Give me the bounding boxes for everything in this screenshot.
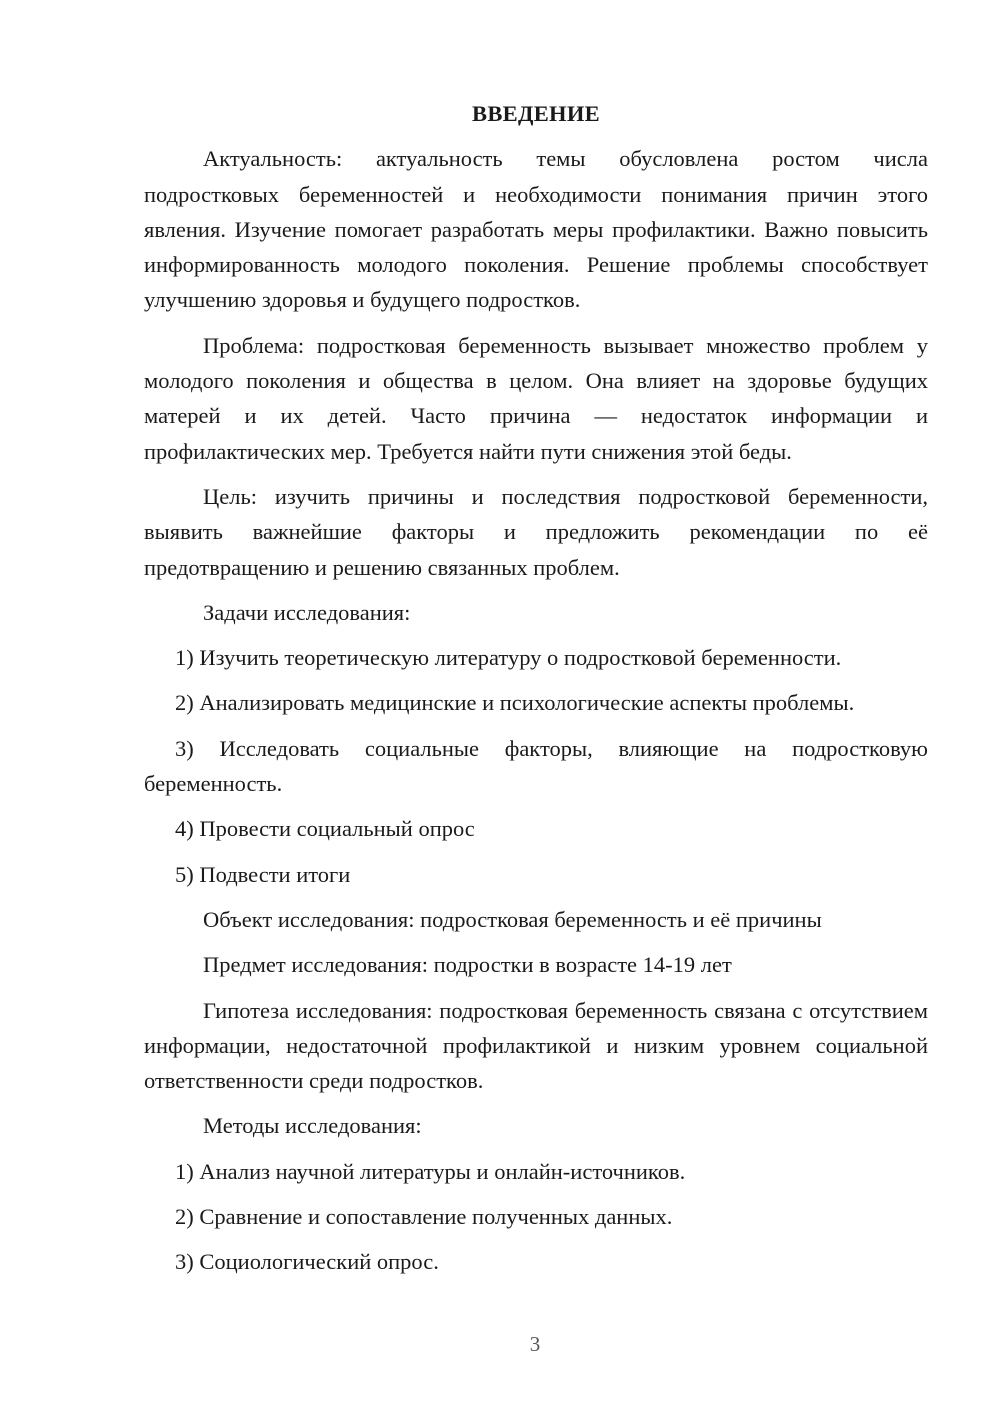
relevance-paragraph: Актуальность: актуальность темы обусловлена ростом числа подростковых беременностей и необходимости понимания причин этого явления. Изучение помогает разработать меры профилактики. Важно повысить информированность молодого поколения. Решение проблемы способствует улучшению здоровья и будущего подростков. [144,146,928,313]
page-number: 3 [529,1332,541,1356]
methods-heading: Методы исследования: [203,1113,422,1139]
goal-paragraph: Цель: изучить причины и последствия подростковой беременности, выявить важнейшие факторы и предложить рекомендации по её предотвращению и решению связанных проблем. [144,483,928,580]
page-title: ВВЕДЕНИЕ [472,101,600,126]
tasks-heading: Задачи исследования: [203,599,411,625]
task-item-5: 5) Подвести итоги [175,861,351,887]
research-object: Объект исследования: подростковая беременность и её причины [203,906,822,932]
method-item-2: 2) Сравнение и сопоставление полученных данных. [175,1204,673,1230]
task-item-1: 1) Изучить теоретическую литературу о подростковой беременности. [175,645,842,671]
problem-paragraph: Проблема: подростковая беременность вызывает множество проблем у молодого поколения и общества в целом. Она влияет на здоровье будущих матерей и их детей. Часто причина — недостаток информации и профилактических мер. Требуется найти пути снижения этой беды. [144,332,928,464]
research-subject: Предмет исследования: подростки в возрасте 14-19 лет [203,952,732,978]
method-item-1: 1) Анализ научной литературы и онлайн-источников. [175,1158,686,1184]
document-page [144,96,928,1290]
method-item-3: 3) Социологический опрос. [175,1249,439,1275]
task-item-3: 3) Исследовать социальные факторы, влияющие на подростковую беременность. [144,735,928,797]
task-item-2: 2) Анализировать медицинские и психологические аспекты проблемы. [175,690,855,716]
task-item-4: 4) Провести социальный опрос [175,816,475,842]
hypothesis-paragraph: Гипотеза исследования: подростковая беременность связана с отсутствием информации, недостаточной профилактикой и низким уровнем социальной ответственности среди подростков. [144,997,928,1094]
